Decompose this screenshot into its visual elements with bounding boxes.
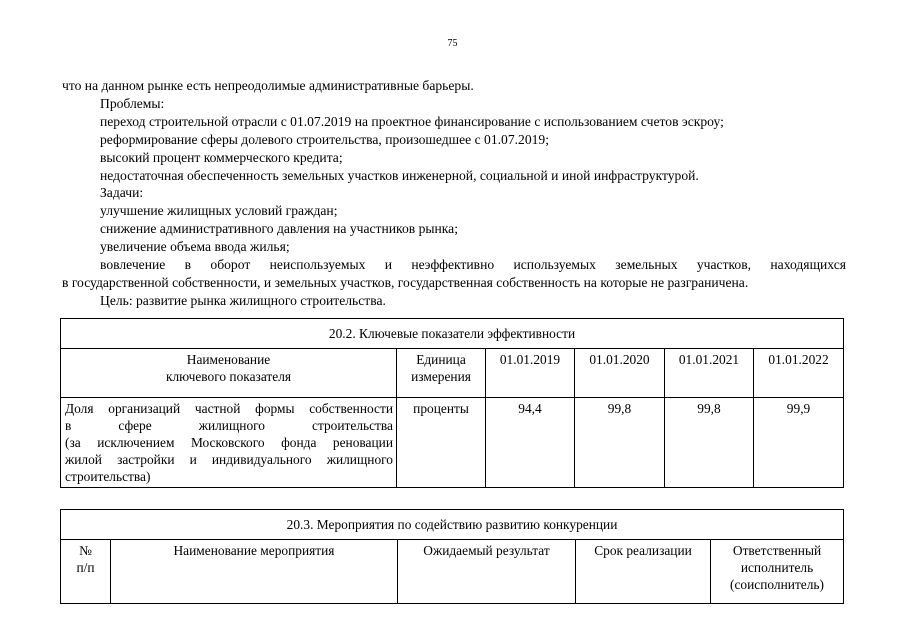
- header-text: измерения: [411, 369, 471, 384]
- task-item: улучшение жилищных условий граждан;: [100, 203, 338, 219]
- header-unit: [397, 349, 486, 398]
- header-text: Ответственный: [732, 543, 822, 558]
- problem-item: недостаточная обеспеченность земельных участков инженерной, социальной и иной инфраструктурой.: [100, 167, 699, 183]
- indicator-name-line: в сфере жилищного строительства: [65, 418, 393, 433]
- task-item-line: в государственной собственности, и земельных участков, государственная собственность на которые не разграничена.: [62, 274, 749, 290]
- indicator-name: [61, 398, 397, 488]
- indicator-unit: проценты: [397, 398, 486, 488]
- header-text: Наименование: [186, 352, 271, 367]
- header-responsible: [711, 540, 844, 604]
- indicator-name-line: строительства): [65, 469, 151, 484]
- problem-item: реформирование сферы долевого строительства, произошедшее с 01.07.2019;: [100, 131, 549, 147]
- task-item-line: вовлечение в оборот неиспользуемых и неэффективно используемых земельных участков, находящихся: [100, 257, 846, 273]
- header-date: 01.01.2019: [486, 349, 575, 398]
- header-text: (соисполнитель): [730, 577, 824, 592]
- indicator-value: 99,9: [754, 398, 844, 488]
- kpi-table: [60, 318, 844, 488]
- tasks-heading: Задачи:: [100, 185, 144, 201]
- header-text: №: [79, 543, 92, 558]
- indicator-value: 99,8: [665, 398, 754, 488]
- header-text: исполнитель: [740, 560, 814, 575]
- measures-table-caption: 20.3. Мероприятия по содействию развитию конкуренции: [61, 510, 844, 540]
- measures-table: [60, 509, 844, 604]
- indicator-value: 94,4: [486, 398, 575, 488]
- kpi-table-caption: 20.2. Ключевые показатели эффективности: [61, 319, 844, 349]
- header-term: Срок реализации: [576, 540, 711, 604]
- table-row: [61, 398, 844, 488]
- problems-heading: Проблемы:: [100, 95, 165, 111]
- problem-item: высокий процент коммерческого кредита;: [100, 149, 343, 165]
- goal-text: Цель: развитие рынка жилищного строительства.: [100, 292, 386, 308]
- problem-item: переход строительной отрасли с 01.07.2019 на проектное финансирование с использованием счетов эскроу;: [100, 113, 724, 129]
- paragraph-barriers: что на данном рынке есть непреодолимые административные барьеры.: [62, 78, 474, 93]
- header-date: 01.01.2022: [754, 349, 844, 398]
- indicator-value: 99,8: [575, 398, 665, 488]
- header-number: [61, 540, 111, 604]
- header-date: 01.01.2020: [575, 349, 665, 398]
- header-text: Единица: [416, 352, 466, 367]
- header-text: ключевого показателя: [165, 369, 292, 384]
- indicator-name-line: (за исключением Московского фонда реновации: [65, 435, 393, 450]
- header-date: 01.01.2021: [665, 349, 754, 398]
- page-number: 75: [447, 38, 458, 49]
- task-item: снижение административного давления на участников рынка;: [100, 221, 458, 237]
- body-text: [62, 77, 846, 310]
- header-text: п/п: [76, 560, 95, 575]
- header-measure: Наименование мероприятия: [111, 540, 398, 604]
- header-result: Ожидаемый результат: [398, 540, 576, 604]
- header-indicator-name: [61, 349, 397, 398]
- indicator-name-line: Доля организаций частной формы собственности: [65, 401, 393, 416]
- task-item: увеличение объема ввода жилья;: [100, 239, 290, 255]
- indicator-name-line: жилой застройки и индивидуального жилищного: [65, 452, 393, 467]
